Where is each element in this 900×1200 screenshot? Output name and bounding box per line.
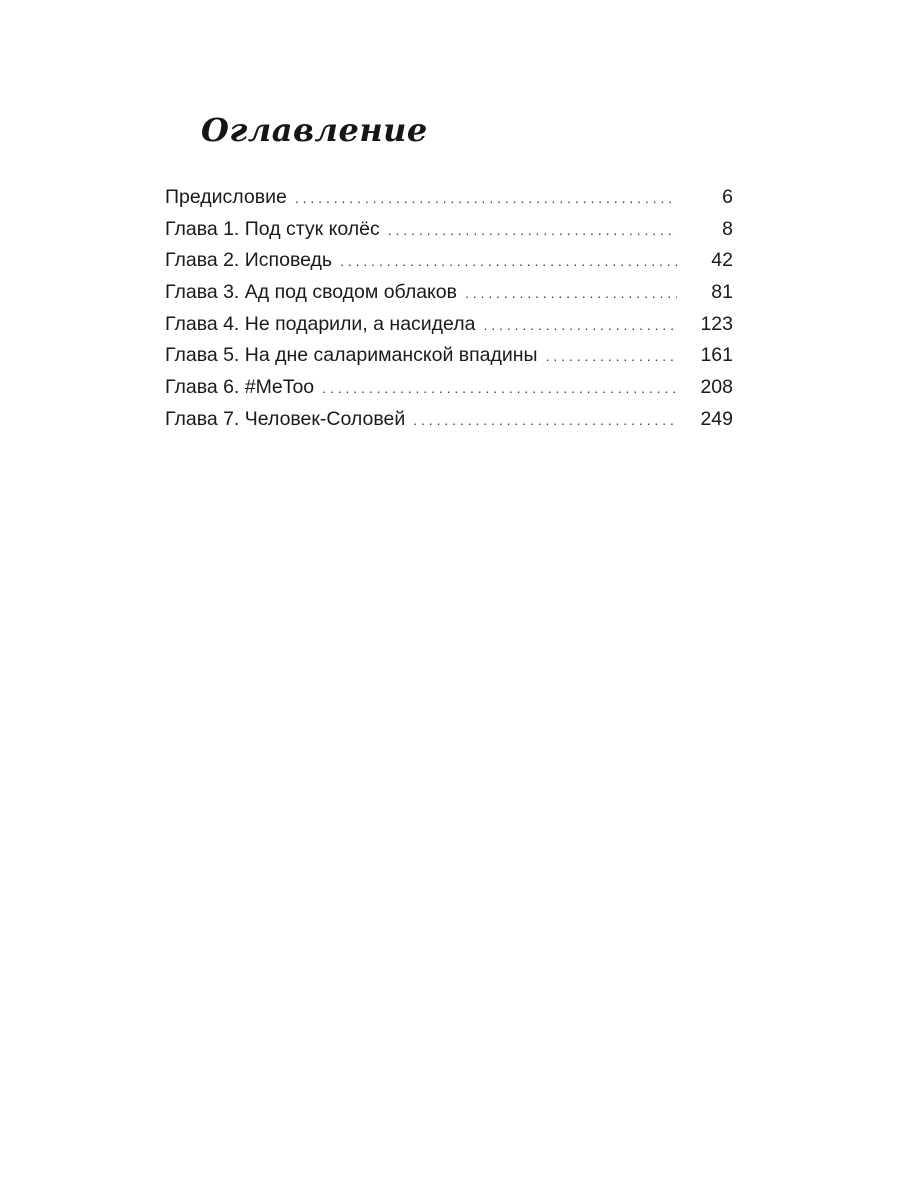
dot-leader [322,373,677,405]
toc-entry-chapter-2 [165,245,733,277]
toc-entry-preface [165,182,733,214]
dot-leader [546,341,677,373]
toc-entry-title: Глава 1. Под стук колёс [165,217,380,240]
toc-entry-title: Предисловие [165,186,287,208]
toc-entry-chapter-1 [165,214,733,246]
toc-entry-chapter-7 [165,404,733,436]
dot-leader [340,246,677,278]
toc-entry-chapter-4 [165,309,733,341]
toc-entry-page: 6 [722,186,733,208]
toc-entry-page: 42 [711,249,733,272]
toc-entry-page: 123 [700,312,733,335]
toc-entry-chapter-5 [165,340,733,372]
toc-entry-title: Глава 5. На дне салариманской впадины [165,344,538,367]
toc-entry-title: Глава 2. Исповедь [165,249,333,272]
toc-title: Оглавление [201,111,428,149]
toc-entry-page: 249 [700,407,733,430]
dot-leader [413,405,677,437]
toc-entry-page: 81 [711,281,733,304]
toc-entry-chapter-3 [165,277,733,309]
dot-leader [295,183,677,215]
toc-entry-page: 208 [700,376,733,399]
dot-leader [465,278,677,310]
toc-list [165,182,733,436]
toc-entry-title: Глава 6. #MeToo [165,376,315,399]
dot-leader [388,215,677,247]
toc-entry-title: Глава 7. Человек-Соловей [165,407,406,430]
toc-entry-title: Глава 3. Ад под сводом облаков [165,281,458,304]
toc-entry-chapter-6 [165,372,733,404]
toc-entry-page: 161 [700,344,733,367]
toc-entry-title: Глава 4. Не подарили, а насидела [165,312,476,335]
toc-entry-page: 8 [722,217,733,240]
dot-leader [483,310,677,342]
